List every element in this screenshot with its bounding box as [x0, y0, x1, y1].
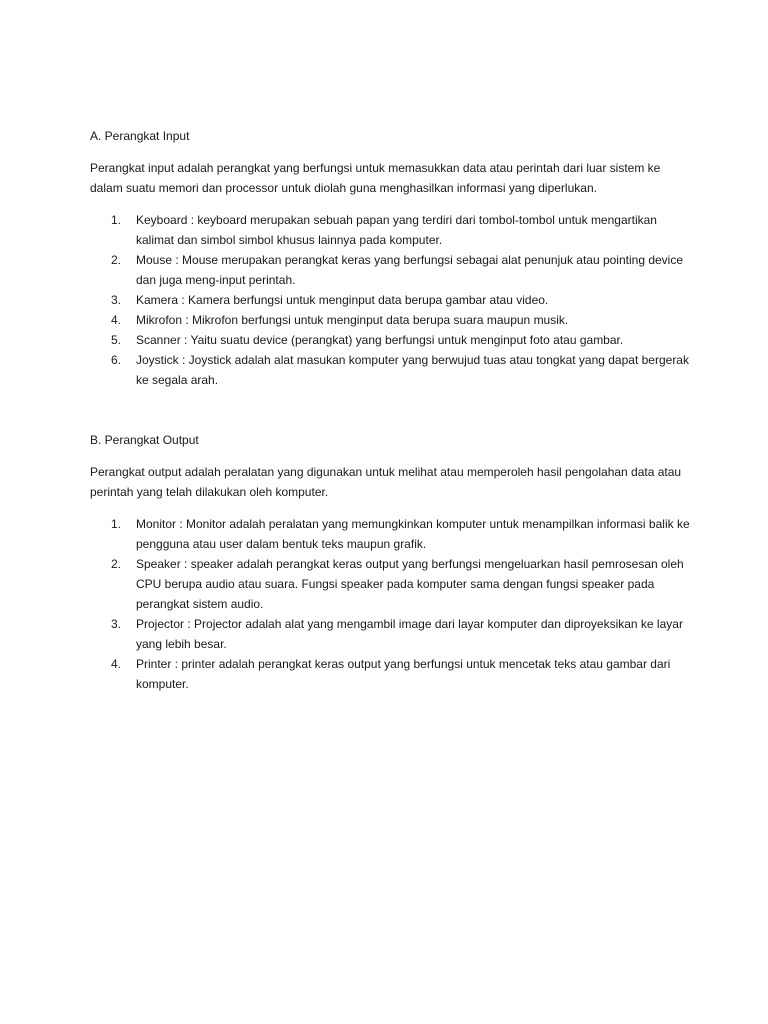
list-item: [90, 350, 690, 390]
list-item: [90, 330, 690, 350]
list-item-number: 1.: [111, 517, 122, 531]
list-item-text: Projector : Projector adalah alat yang mengambil image dari layar komputer dan diproyeksikan ke layar yang lebih besar.: [136, 617, 683, 651]
section-a-heading: A. Perangkat Input: [90, 129, 190, 143]
list-item-number: 2.: [111, 253, 122, 267]
list-item-text: Speaker : speaker adalah perangkat keras output yang berfungsi mengeluarkan hasil pemrosesan oleh CPU berupa audio atau suara. Fungsi speaker pada komputer sama dengan fungsi speaker pada perangkat sistem audio.: [136, 557, 684, 611]
list-item-text: Joystick : Joystick adalah alat masukan komputer yang berwujud tuas atau tongkat yang dapat bergerak ke segala arah.: [136, 353, 689, 387]
section-output-devices: [90, 430, 690, 694]
list-item: [90, 554, 690, 614]
list-item: [90, 310, 690, 330]
list-item-number: 2.: [111, 557, 122, 571]
list-item-number: 4.: [111, 657, 122, 671]
section-b-intro: Perangkat output adalah peralatan yang digunakan untuk melihat atau memperoleh hasil pengolahan data atau perintah yang telah dilakukan oleh komputer.: [90, 465, 682, 499]
list-item-number: 5.: [111, 333, 122, 347]
list-item-number: 1.: [111, 213, 122, 227]
list-item-text: Mouse : Mouse merupakan perangkat keras yang berfungsi sebagai alat penunjuk atau pointing device dan juga meng-input perintah.: [136, 253, 684, 287]
list-item-number: 3.: [111, 617, 122, 631]
list-item: [90, 250, 690, 290]
output-devices-list: [90, 514, 690, 694]
document-content: [90, 126, 690, 694]
input-devices-list: [90, 210, 690, 390]
section-input-devices: [90, 126, 690, 390]
list-item-number: 6.: [111, 353, 122, 367]
list-item-number: 4.: [111, 313, 122, 327]
section-a-intro: Perangkat input adalah perangkat yang berfungsi untuk memasukkan data atau perintah dari luar sistem ke dalam suatu memori dan processor untuk diolah guna menghasilkan informasi yang diperlukan.: [90, 161, 661, 195]
list-item: [90, 614, 690, 654]
list-item: [90, 514, 690, 554]
list-item-number: 3.: [111, 293, 122, 307]
list-item-text: Printer : printer adalah perangkat keras output yang berfungsi untuk mencetak teks atau gambar dari komputer.: [136, 657, 671, 691]
list-item: [90, 210, 690, 250]
list-item-text: Scanner : Yaitu suatu device (perangkat) yang berfungsi untuk menginput foto atau gambar.: [136, 333, 624, 347]
list-item-text: Kamera : Kamera berfungsi untuk menginput data berupa gambar atau video.: [136, 293, 549, 307]
list-item-text: Monitor : Monitor adalah peralatan yang memungkinkan komputer untuk menampilkan informasi balik ke pengguna atau user dalam bentuk teks maupun grafik.: [136, 517, 690, 551]
list-item: [90, 654, 690, 694]
list-item-text: Keyboard : keyboard merupakan sebuah papan yang terdiri dari tombol-tombol untuk mengartikan kalimat dan simbol simbol khusus lainnya pada komputer.: [136, 213, 657, 247]
list-item: [90, 290, 690, 310]
section-b-heading: B. Perangkat Output: [90, 433, 199, 447]
list-item-text: Mikrofon : Mikrofon berfungsi untuk menginput data berupa suara maupun musik.: [136, 313, 569, 327]
